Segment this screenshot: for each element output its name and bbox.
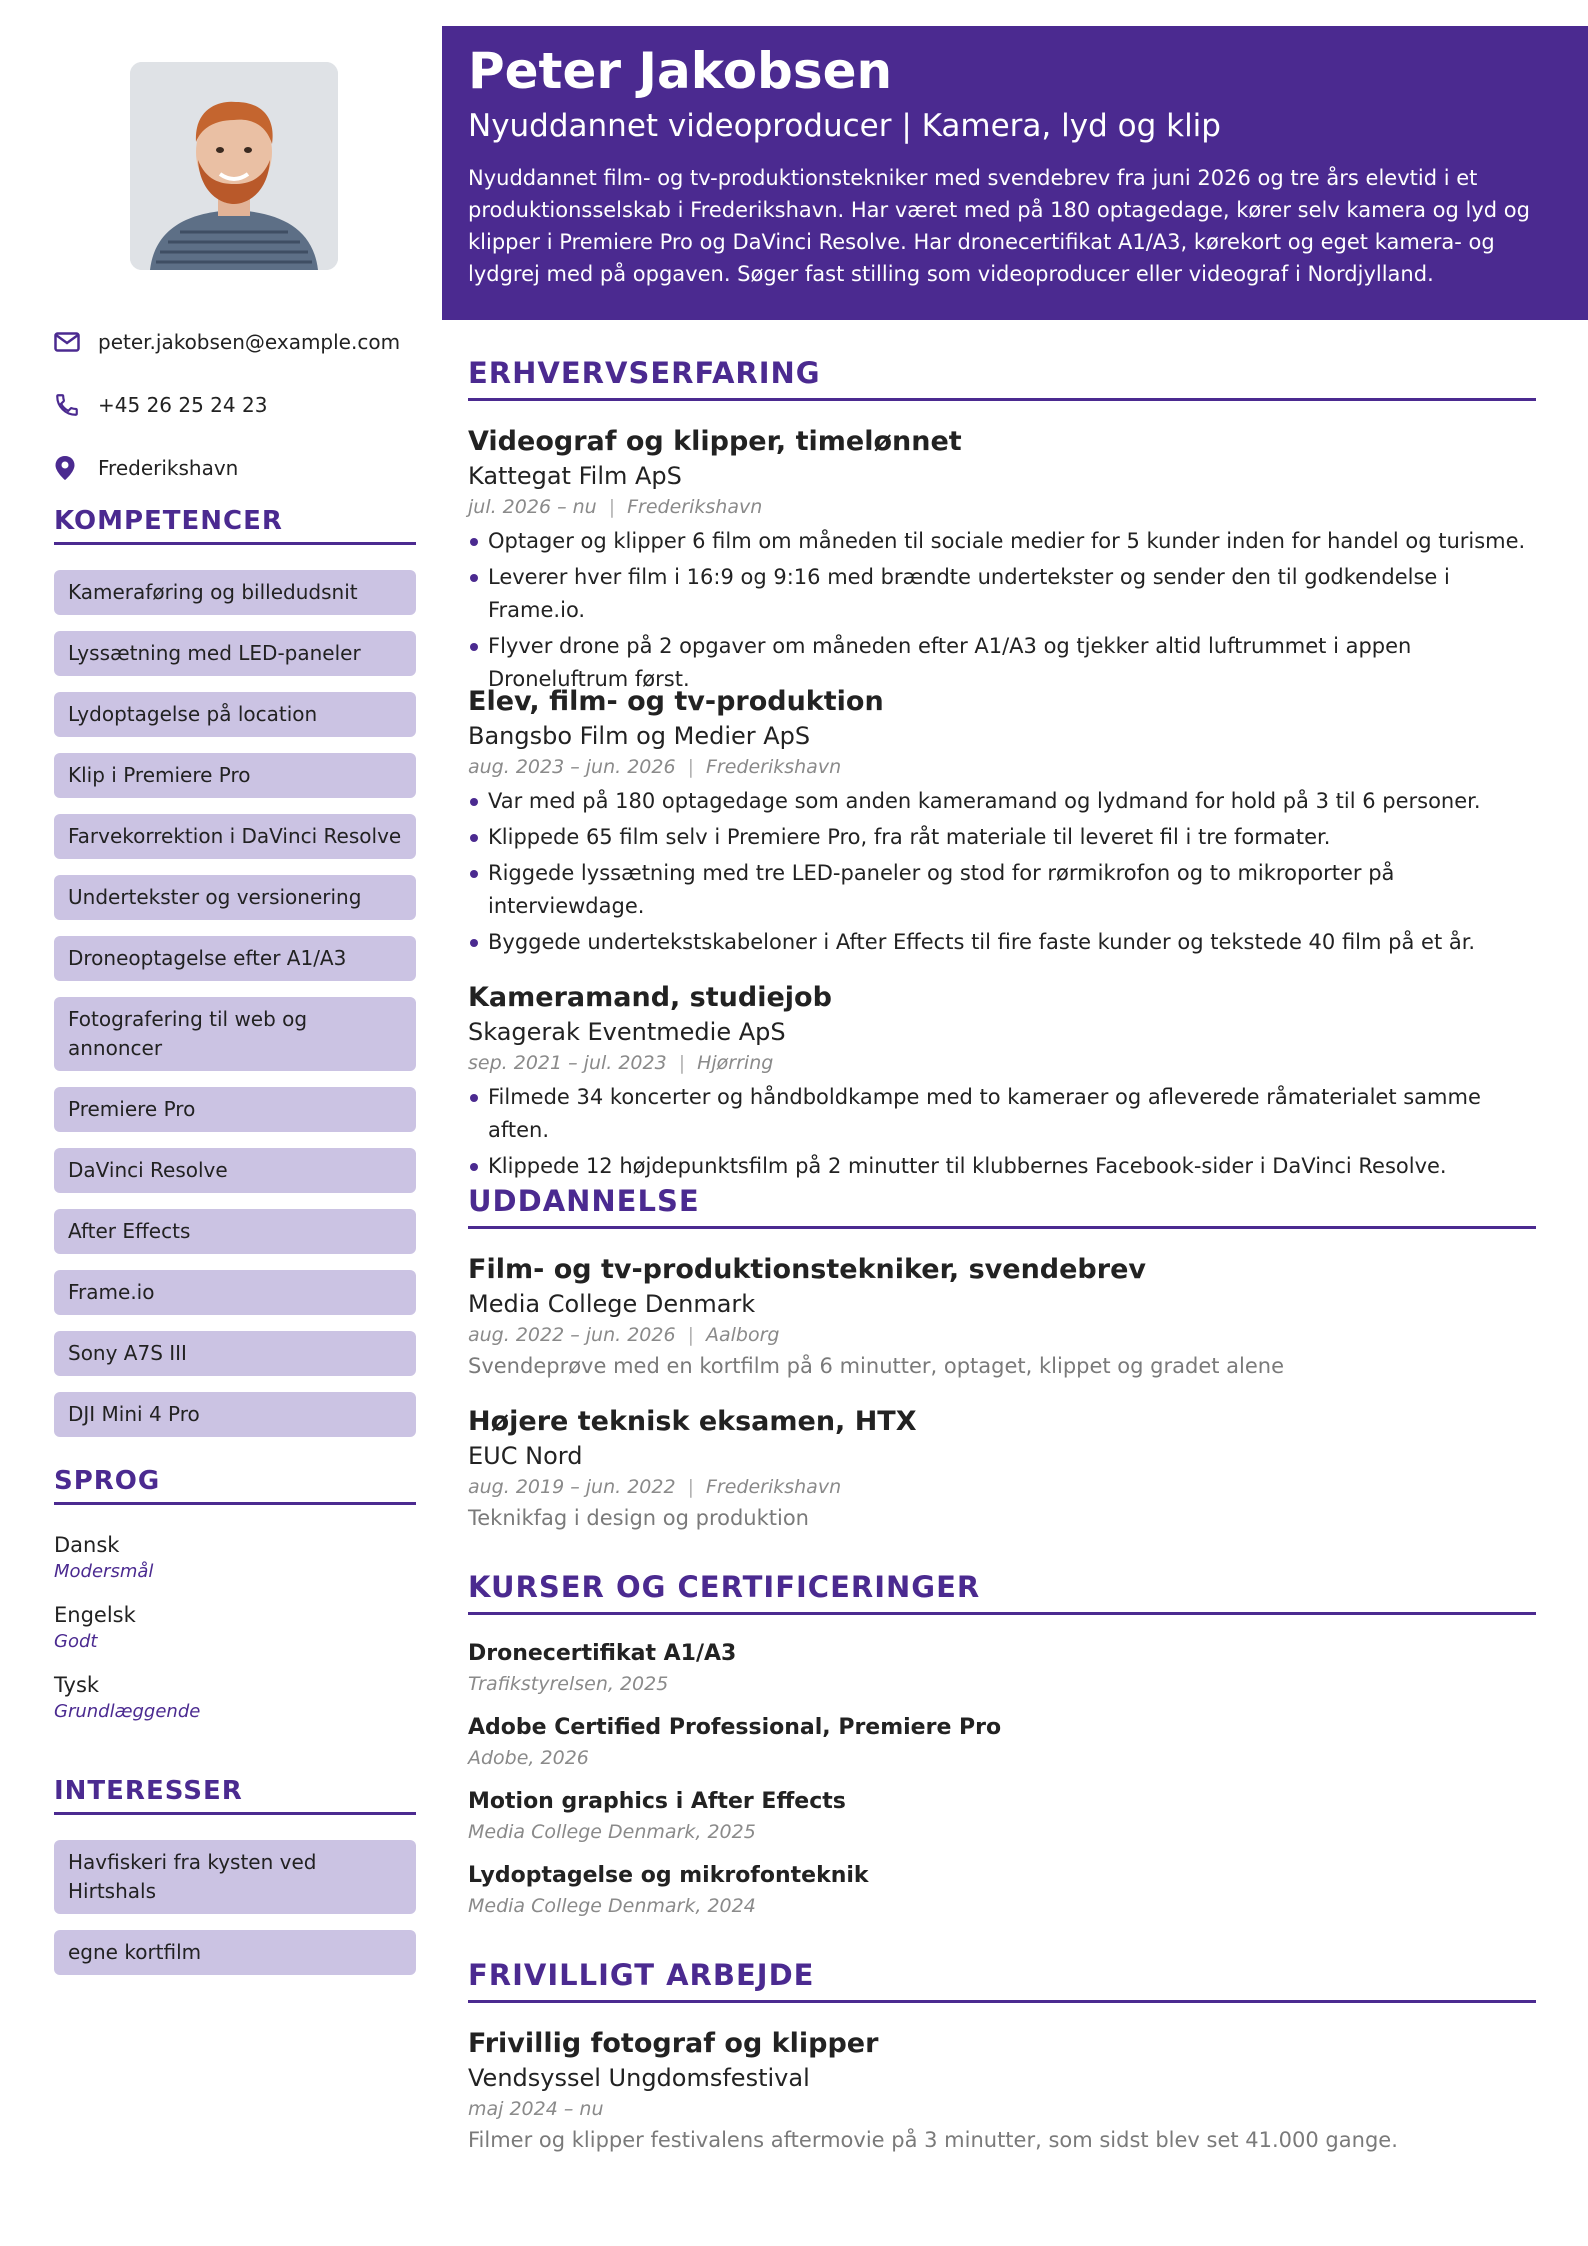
course-entry — [468, 1712, 1536, 1772]
contact-location — [54, 436, 416, 499]
volunteer-entry — [468, 2026, 1536, 2156]
job-bullets — [468, 525, 1536, 696]
contact-email[interactable] — [54, 310, 416, 373]
education-school: Media College Denmark — [468, 1290, 756, 1318]
course-title: Lydoptagelse og mikrofonteknik — [468, 1863, 869, 1888]
volunteer-dates: maj 2024 – nu — [468, 2098, 604, 2120]
skill-chip: DaVinci Resolve — [54, 1148, 416, 1193]
language-name: Dansk — [54, 1533, 120, 1557]
skill-chip: Klip i Premiere Pro — [54, 753, 416, 798]
meta-separator: | — [678, 1052, 686, 1074]
contact-list — [54, 310, 416, 499]
contact-phone-text: +45 26 25 24 23 — [98, 392, 268, 417]
languages-list — [54, 1530, 416, 1740]
job-title: Elev, film- og tv-produktion — [468, 686, 884, 717]
course-title: Adobe Certified Professional, Premiere Pro — [468, 1715, 1002, 1740]
mail-icon — [54, 332, 98, 352]
volunteer-title: Frivillig fotograf og klipper — [468, 2028, 879, 2059]
education-title: Højere teknisk eksamen, HTX — [468, 1406, 917, 1437]
job-bullet: Leverer hver film i 16:9 og 9:16 med brændte undertekster og sender den til godkendelse i Frame.io. — [468, 561, 1536, 627]
volunteer-heading: FRIVILLIGT ARBEJDE — [468, 1958, 1536, 2003]
skill-chip: Farvekorrektion i DaVinci Resolve — [54, 814, 416, 859]
language-item — [54, 1670, 416, 1724]
job-entry — [468, 980, 1536, 1183]
job-meta — [468, 752, 1536, 782]
skill-chip: Droneoptagelse efter A1/A3 — [54, 936, 416, 981]
course-title: Motion graphics i After Effects — [468, 1789, 846, 1814]
education-dates: aug. 2022 – jun. 2026 — [468, 1324, 676, 1346]
job-dates: aug. 2023 – jun. 2026 — [468, 756, 676, 778]
job-company: Skagerak Eventmedie ApS — [468, 1018, 786, 1046]
language-level: Godt — [54, 1631, 98, 1652]
job-place: Frederikshavn — [705, 756, 842, 778]
job-entry — [468, 424, 1536, 696]
education-description: Svendeprøve med en kortfilm på 6 minutter, optaget, klippet og gradet alene — [468, 1354, 1285, 1378]
meta-separator: | — [608, 496, 616, 518]
language-level: Grundlæggende — [54, 1701, 201, 1722]
job-bullets — [468, 785, 1536, 959]
meta-separator: | — [687, 756, 694, 778]
course-title: Dronecertifikat A1/A3 — [468, 1641, 737, 1666]
job-dates: jul. 2026 – nu — [468, 496, 597, 518]
skill-chip: After Effects — [54, 1209, 416, 1254]
job-dates: sep. 2021 – jul. 2023 — [468, 1052, 667, 1074]
job-title: Kameramand, studiejob — [468, 982, 832, 1013]
job-bullets — [468, 1081, 1536, 1183]
language-name: Engelsk — [54, 1603, 136, 1627]
education-school: EUC Nord — [468, 1442, 583, 1470]
job-place: Hjørring — [697, 1052, 774, 1074]
job-bullet: Filmede 34 koncerter og håndboldkampe med to kameraer og afleverede råmaterialet samme aften. — [468, 1081, 1536, 1147]
education-description: Teknikfag i design og produktion — [468, 1506, 809, 1530]
experience-heading: ERHVERVSERFARING — [468, 356, 1536, 401]
person-name: Peter Jakobsen — [468, 42, 893, 100]
contact-phone[interactable] — [54, 373, 416, 436]
languages-heading: SPROG — [54, 1466, 416, 1505]
skill-chip: Premiere Pro — [54, 1087, 416, 1132]
job-company: Kattegat Film ApS — [468, 462, 682, 490]
skill-chip: Kameraføring og billedudsnit — [54, 570, 416, 615]
meta-separator: | — [687, 1324, 694, 1346]
language-item — [54, 1600, 416, 1654]
language-item — [54, 1530, 416, 1584]
skill-chip: DJI Mini 4 Pro — [54, 1392, 416, 1437]
contact-email-text: peter.jakobsen@example.com — [98, 329, 401, 354]
job-bullet: Klippede 12 højdepunktsfilm på 2 minutter til klubbernes Facebook-sider i DaVinci Resolve. — [468, 1150, 1536, 1183]
course-entry — [468, 1786, 1536, 1846]
education-meta — [468, 1320, 1536, 1350]
job-bullet: Klippede 65 film selv i Premiere Pro, fra råt materiale til leveret fil i tre formater. — [468, 821, 1536, 854]
education-place: Frederikshavn — [705, 1476, 842, 1498]
education-entry — [468, 1404, 1536, 1534]
interests-heading: INTERESSER — [54, 1776, 416, 1815]
education-entry — [468, 1252, 1536, 1382]
skill-chip: Undertekster og versionering — [54, 875, 416, 920]
job-title: Videograf og klipper, timelønnet — [468, 426, 962, 457]
education-dates: aug. 2019 – jun. 2022 — [468, 1476, 676, 1498]
courses-heading: KURSER OG CERTIFICERINGER — [468, 1570, 1536, 1615]
contact-location-text: Frederikshavn — [98, 455, 239, 480]
skill-chip: Lydoptagelse på location — [54, 692, 416, 737]
education-meta — [468, 1472, 1536, 1502]
skill-chip: Frame.io — [54, 1270, 416, 1315]
volunteer-description: Filmer og klipper festivalens aftermovie på 3 minutter, som sidst blev set 41.000 gange. — [468, 2128, 1398, 2152]
education-heading: UDDANNELSE — [468, 1184, 1536, 1229]
course-meta: Media College Denmark, 2024 — [468, 1895, 756, 1917]
job-bullet: Var med på 180 optagedage som anden kameramand og lydmand for hold på 3 til 6 personer. — [468, 785, 1536, 818]
job-bullet: Flyver drone på 2 opgaver om måneden efter A1/A3 og tjekker altid luftrummet i appen Droneluftrum først. — [468, 630, 1536, 696]
language-level: Modersmål — [54, 1561, 154, 1582]
job-meta — [468, 1048, 1536, 1078]
job-meta — [468, 492, 1536, 522]
job-bullet: Byggede undertekstskabeloner i After Effects til fire faste kunder og tekstede 40 film på et år. — [468, 926, 1536, 959]
job-company: Bangsbo Film og Medier ApS — [468, 722, 811, 750]
course-meta: Trafikstyrelsen, 2025 — [468, 1673, 669, 1695]
job-entry — [468, 684, 1536, 959]
course-meta: Adobe, 2026 — [468, 1747, 589, 1769]
course-entry — [468, 1638, 1536, 1698]
skill-chip: Sony A7S III — [54, 1331, 416, 1376]
education-place: Aalborg — [705, 1324, 780, 1346]
skill-chip: Lyssætning med LED-paneler — [54, 631, 416, 676]
education-title: Film- og tv-produktionstekniker, svendebrev — [468, 1254, 1146, 1285]
course-entry — [468, 1860, 1536, 1920]
header-banner — [442, 26, 1588, 320]
skill-chip: Fotografering til web og annoncer — [54, 997, 416, 1071]
profile-summary: Nyuddannet film- og tv-produktionstekniker med svendebrev fra juni 2026 og tre års elevtid i et produktionsselskab i Frederikshavn. Har været med på 180 optagedage, kører selv kamera og lyd og klipper i Premiere Pro og DaVinci Resolve. Har dronecertifikat A1/A3, kørekort og eget kamera- og lydgrej med på opgaven. Søger fast stilling som videoproducer eller videograf i Nordjylland. — [468, 166, 1530, 286]
job-place: Frederikshavn — [627, 496, 763, 518]
job-bullet: Optager og klipper 6 film om måneden til sociale medier for 5 kunder inden for handel og turisme. — [468, 525, 1536, 558]
profile-photo — [130, 62, 338, 270]
course-meta: Media College Denmark, 2025 — [468, 1821, 756, 1843]
location-pin-icon — [54, 455, 98, 481]
person-title: Nyuddannet videoproducer | Kamera, lyd og klip — [468, 108, 1221, 144]
profile-photo-illustration — [130, 62, 338, 270]
phone-icon — [54, 392, 98, 418]
interest-chip: egne kortfilm — [54, 1930, 416, 1975]
interest-chip: Havfiskeri fra kysten ved Hirtshals — [54, 1840, 416, 1914]
language-name: Tysk — [54, 1673, 100, 1697]
job-bullet: Riggede lyssætning med tre LED-paneler og stod for rørmikrofon og to mikroporter på interviewdage. — [468, 857, 1536, 923]
skills-heading: KOMPETENCER — [54, 506, 416, 545]
meta-separator: | — [687, 1476, 694, 1498]
volunteer-org: Vendsyssel Ungdomsfestival — [468, 2064, 810, 2092]
skills-list — [54, 570, 416, 1453]
interests-list — [54, 1840, 416, 1991]
